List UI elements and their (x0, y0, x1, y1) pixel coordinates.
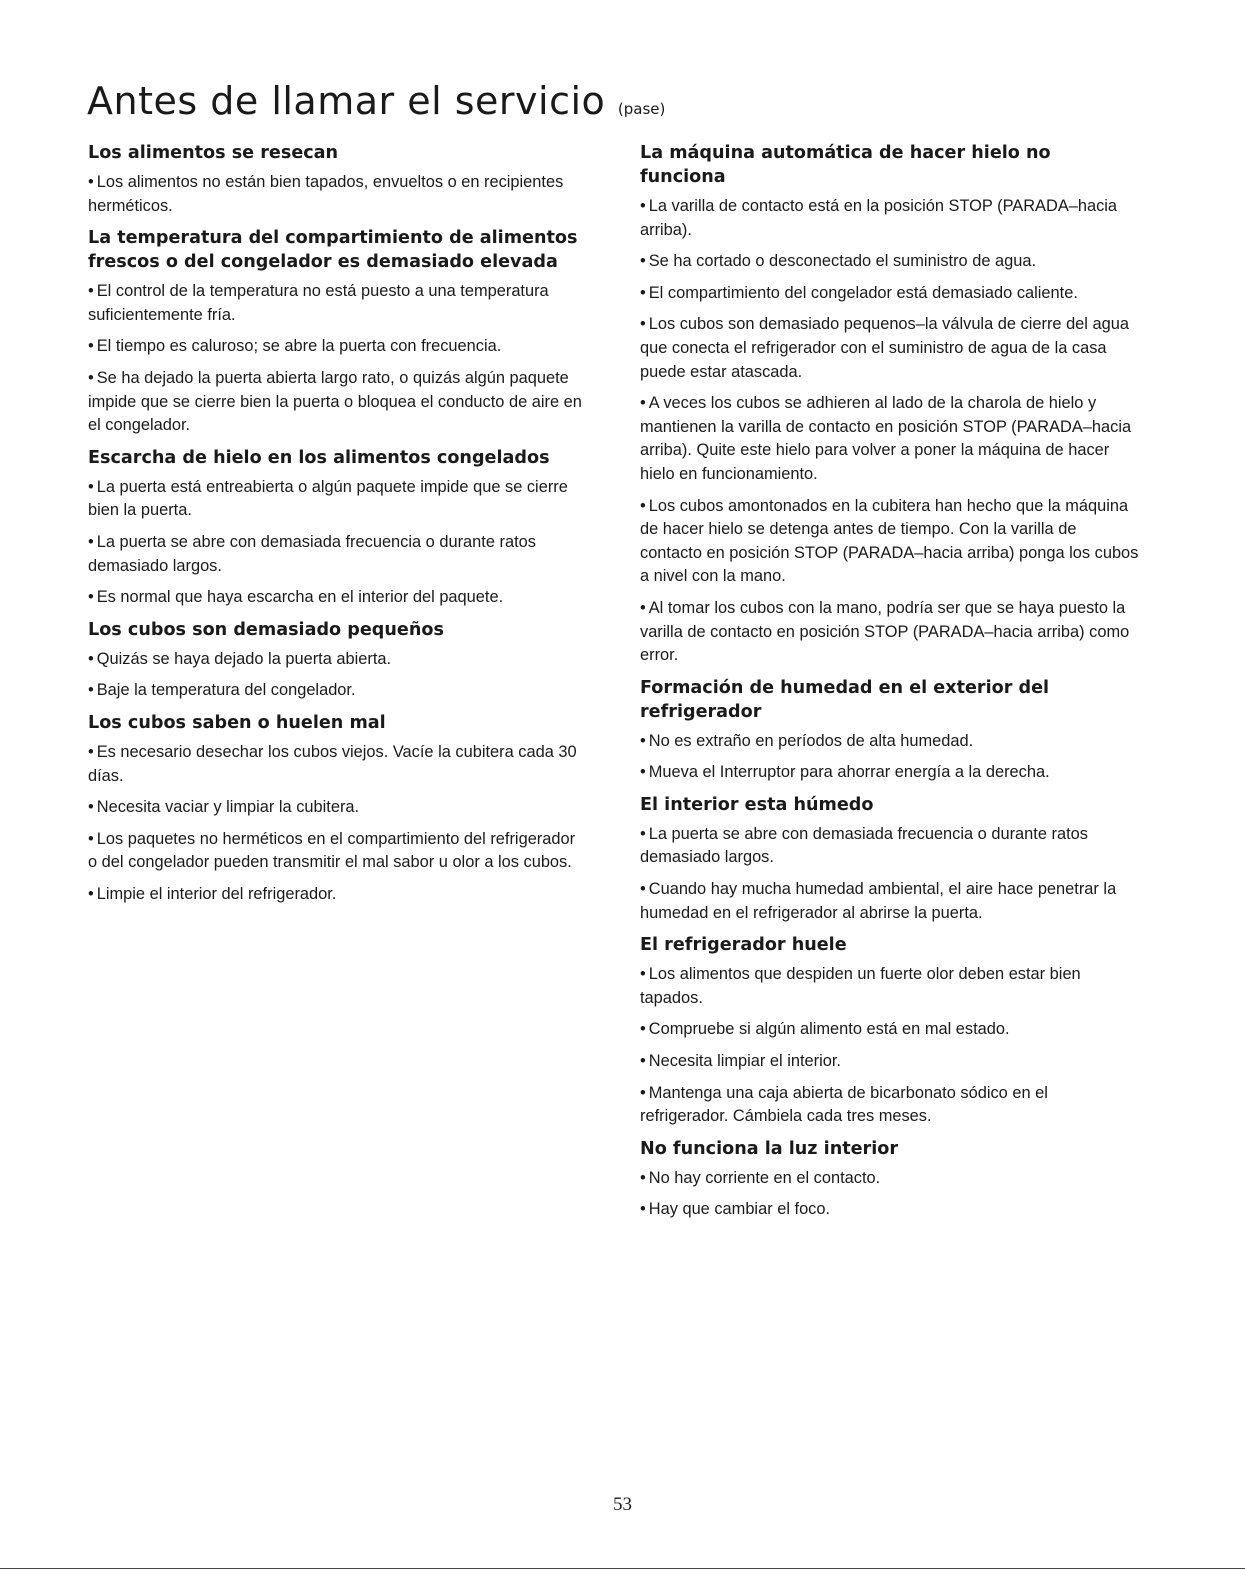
list-item (88, 796, 583, 820)
bullet-icon: • (640, 252, 646, 271)
bullet-icon: • (88, 532, 94, 551)
item-text: Los cubos amontonados en la cubitera han hecho que la máquina de hacer hielo se detenga antes de tiempo. Con la varilla de contacto en posición STOP (PARADA–hacia arriba) ponga los cubos a nivel con la mano. (640, 496, 1139, 586)
list-item (640, 597, 1140, 668)
item-text: Quizás se haya dejado la puerta abierta. (96, 649, 392, 668)
bullet-icon: • (640, 1020, 646, 1039)
list-item (640, 1018, 1140, 1042)
section-heading: La temperatura del compartimiento de alimentos frescos o del congelador es demasiado elevada (88, 228, 578, 273)
item-text: Hay que cambiar el foco. (648, 1200, 831, 1219)
section-odor (640, 933, 1140, 1129)
bottom-rule (0, 1568, 1245, 1569)
section-bad-taste-cubes (88, 711, 583, 907)
bullet-icon: • (88, 337, 94, 356)
list-item (640, 313, 1140, 384)
bullet-icon: • (640, 197, 646, 215)
item-text: El tiempo es caluroso; se abre la puerta con frecuencia. (96, 337, 502, 356)
list-item (640, 1198, 1140, 1222)
list-item (88, 367, 583, 438)
list-item (88, 476, 583, 523)
item-text: No hay corriente en el contacto. (648, 1168, 881, 1187)
bullet-icon: • (640, 1083, 646, 1102)
item-text: La puerta se abre con demasiada frecuencia o durante ratos demasiado largos. (640, 824, 1088, 867)
list-item (88, 741, 583, 788)
section-exterior-moisture (640, 676, 1140, 785)
list-item (88, 531, 583, 578)
item-text: Los alimentos que despiden un fuerte olor deben estar bien tapados. (640, 965, 1081, 1007)
page-number: 53 (613, 1494, 632, 1515)
bullet-icon: • (640, 315, 646, 334)
section-frost-on-food (88, 446, 583, 610)
bullet-icon: • (88, 649, 94, 668)
list-item (640, 392, 1140, 486)
page-title (87, 78, 665, 132)
list-item (88, 171, 583, 218)
section-small-cubes (88, 618, 583, 703)
item-text: Compruebe si algún alimento está en mal estado. (648, 1020, 1010, 1039)
section-heading: Los cubos saben o huelen mal (88, 712, 386, 733)
list-item (88, 280, 583, 327)
list-item (88, 335, 583, 359)
item-text: Limpie el interior del refrigerador. (96, 884, 337, 903)
bullet-icon: • (640, 731, 646, 750)
list-item (640, 1050, 1140, 1074)
item-text: No es extraño en períodos de alta humedad. (648, 731, 974, 750)
list-item (88, 828, 583, 875)
bullet-icon: • (640, 965, 646, 984)
bullet-icon: • (88, 282, 94, 301)
bullet-icon: • (88, 681, 94, 700)
item-text: Cuando hay mucha humedad ambiental, el aire hace penetrar la humedad en el refrigerador al abrirse la puerta. (640, 880, 1117, 922)
section-dry-food (88, 141, 583, 218)
bullet-icon: • (88, 173, 94, 191)
section-heading: Formación de humedad en el exterior del refrigerador (640, 677, 1050, 722)
bullet-icon: • (88, 742, 94, 761)
bullet-icon: • (88, 588, 94, 607)
bullet-icon: • (640, 394, 646, 413)
bullet-icon: • (640, 1052, 646, 1071)
list-item (640, 195, 1140, 242)
item-text: Los cubos son demasiado pequenos–la válvula de cierre del agua que conecta el refrigerador con el suministro de agua de la casa puede estar atascada. (640, 315, 1129, 381)
list-item (640, 282, 1140, 306)
list-item (640, 250, 1140, 274)
section-heading: El refrigerador huele (640, 935, 847, 956)
list-item (88, 586, 583, 610)
item-text: Se ha dejado la puerta abierta largo rato, o quizás algún paquete impide que se cierre bien la puerta o bloquea el conducto de aire en el congelador. (88, 368, 582, 435)
section-high-temperature (88, 226, 583, 438)
bullet-icon: • (88, 368, 94, 387)
left-column (88, 141, 583, 914)
bullet-icon: • (88, 829, 94, 848)
item-text: Mantenga una caja abierta de bicarbonato sódico en el refrigerador. Cámbiela cada tres meses. (640, 1083, 1048, 1126)
section-interior-light (640, 1137, 1140, 1222)
item-text: Baje la temperatura del congelador. (96, 681, 356, 700)
section-heading: Escarcha de hielo en los alimentos congelados (88, 447, 550, 468)
list-item (640, 878, 1140, 925)
right-column (640, 141, 1140, 1230)
bullet-icon: • (640, 283, 646, 302)
list-item (88, 883, 583, 907)
item-text: Se ha cortado o desconectado el suministro de agua. (648, 252, 1037, 271)
item-text: La puerta está entreabierta o algún paquete impide que se cierre bien la puerta. (88, 477, 568, 520)
section-humid-interior (640, 793, 1140, 925)
item-text: Es necesario desechar los cubos viejos. Vacíe la cubitera cada 30 días. (88, 742, 577, 785)
item-text: Necesita limpiar el interior. (648, 1052, 841, 1071)
section-heading: La máquina automática de hacer hielo no funciona (640, 143, 1051, 187)
bullet-icon: • (640, 763, 646, 782)
section-icemaker (640, 141, 1140, 668)
item-text: El compartimiento del congelador está demasiado caliente. (648, 283, 1078, 302)
item-text: Los alimentos no están bien tapados, envueltos o en recipientes herméticos. (88, 173, 564, 215)
item-text: Mueva el Interruptor para ahorrar energía a la derecha. (648, 763, 1050, 782)
list-item (640, 730, 1140, 754)
item-text: La puerta se abre con demasiada frecuencia o durante ratos demasiado largos. (88, 532, 536, 575)
item-text: La varilla de contacto está en la posición STOP (PARADA–hacia arriba). (640, 197, 1118, 239)
section-heading: Los alimentos se resecan (88, 143, 339, 163)
bullet-icon: • (640, 1168, 646, 1187)
bullet-icon: • (640, 598, 646, 617)
item-text: Al tomar los cubos con la mano, podría ser que se haya puesto la varilla de contacto en posición STOP (PARADA–hacia arriba) como error. (640, 598, 1130, 665)
bullet-icon: • (640, 824, 646, 843)
item-text: El control de la temperatura no está puesto a una temperatura suficientemente fría. (88, 282, 549, 324)
list-item (640, 1167, 1140, 1191)
item-text: Los paquetes no herméticos en el compartimiento del refrigerador o del congelador pueden transmitir el mal sabor u olor a los cubos. (88, 829, 576, 872)
item-text: A veces los cubos se adhieren al lado de la charola de hielo y mantienen la varilla de contacto en posición STOP (PARADA–hacia arriba). Quite este hielo para volver a poner la máquina de hacer hielo en funcionamiento. (640, 394, 1132, 483)
page-title-suffix: (pase) (617, 100, 666, 118)
list-item (640, 761, 1140, 785)
bullet-icon: • (88, 477, 94, 496)
section-heading: No funciona la luz interior (640, 1138, 899, 1159)
list-item (88, 648, 583, 672)
bullet-icon: • (88, 884, 94, 903)
bullet-icon: • (640, 496, 646, 515)
list-item (640, 495, 1140, 589)
section-heading: El interior esta húmedo (640, 794, 874, 815)
page-title-text: Antes de llamar el servicio (87, 79, 606, 123)
bullet-icon: • (640, 880, 646, 899)
bullet-icon: • (640, 1200, 646, 1219)
bullet-icon: • (88, 798, 94, 817)
section-heading: Los cubos son demasiado pequeños (88, 619, 444, 640)
item-text: Es normal que haya escarcha en el interior del paquete. (96, 588, 504, 607)
list-item (88, 679, 583, 703)
item-text: Necesita vaciar y limpiar la cubitera. (96, 798, 360, 817)
list-item (640, 1082, 1140, 1129)
list-item (640, 823, 1140, 870)
list-item (640, 963, 1140, 1010)
